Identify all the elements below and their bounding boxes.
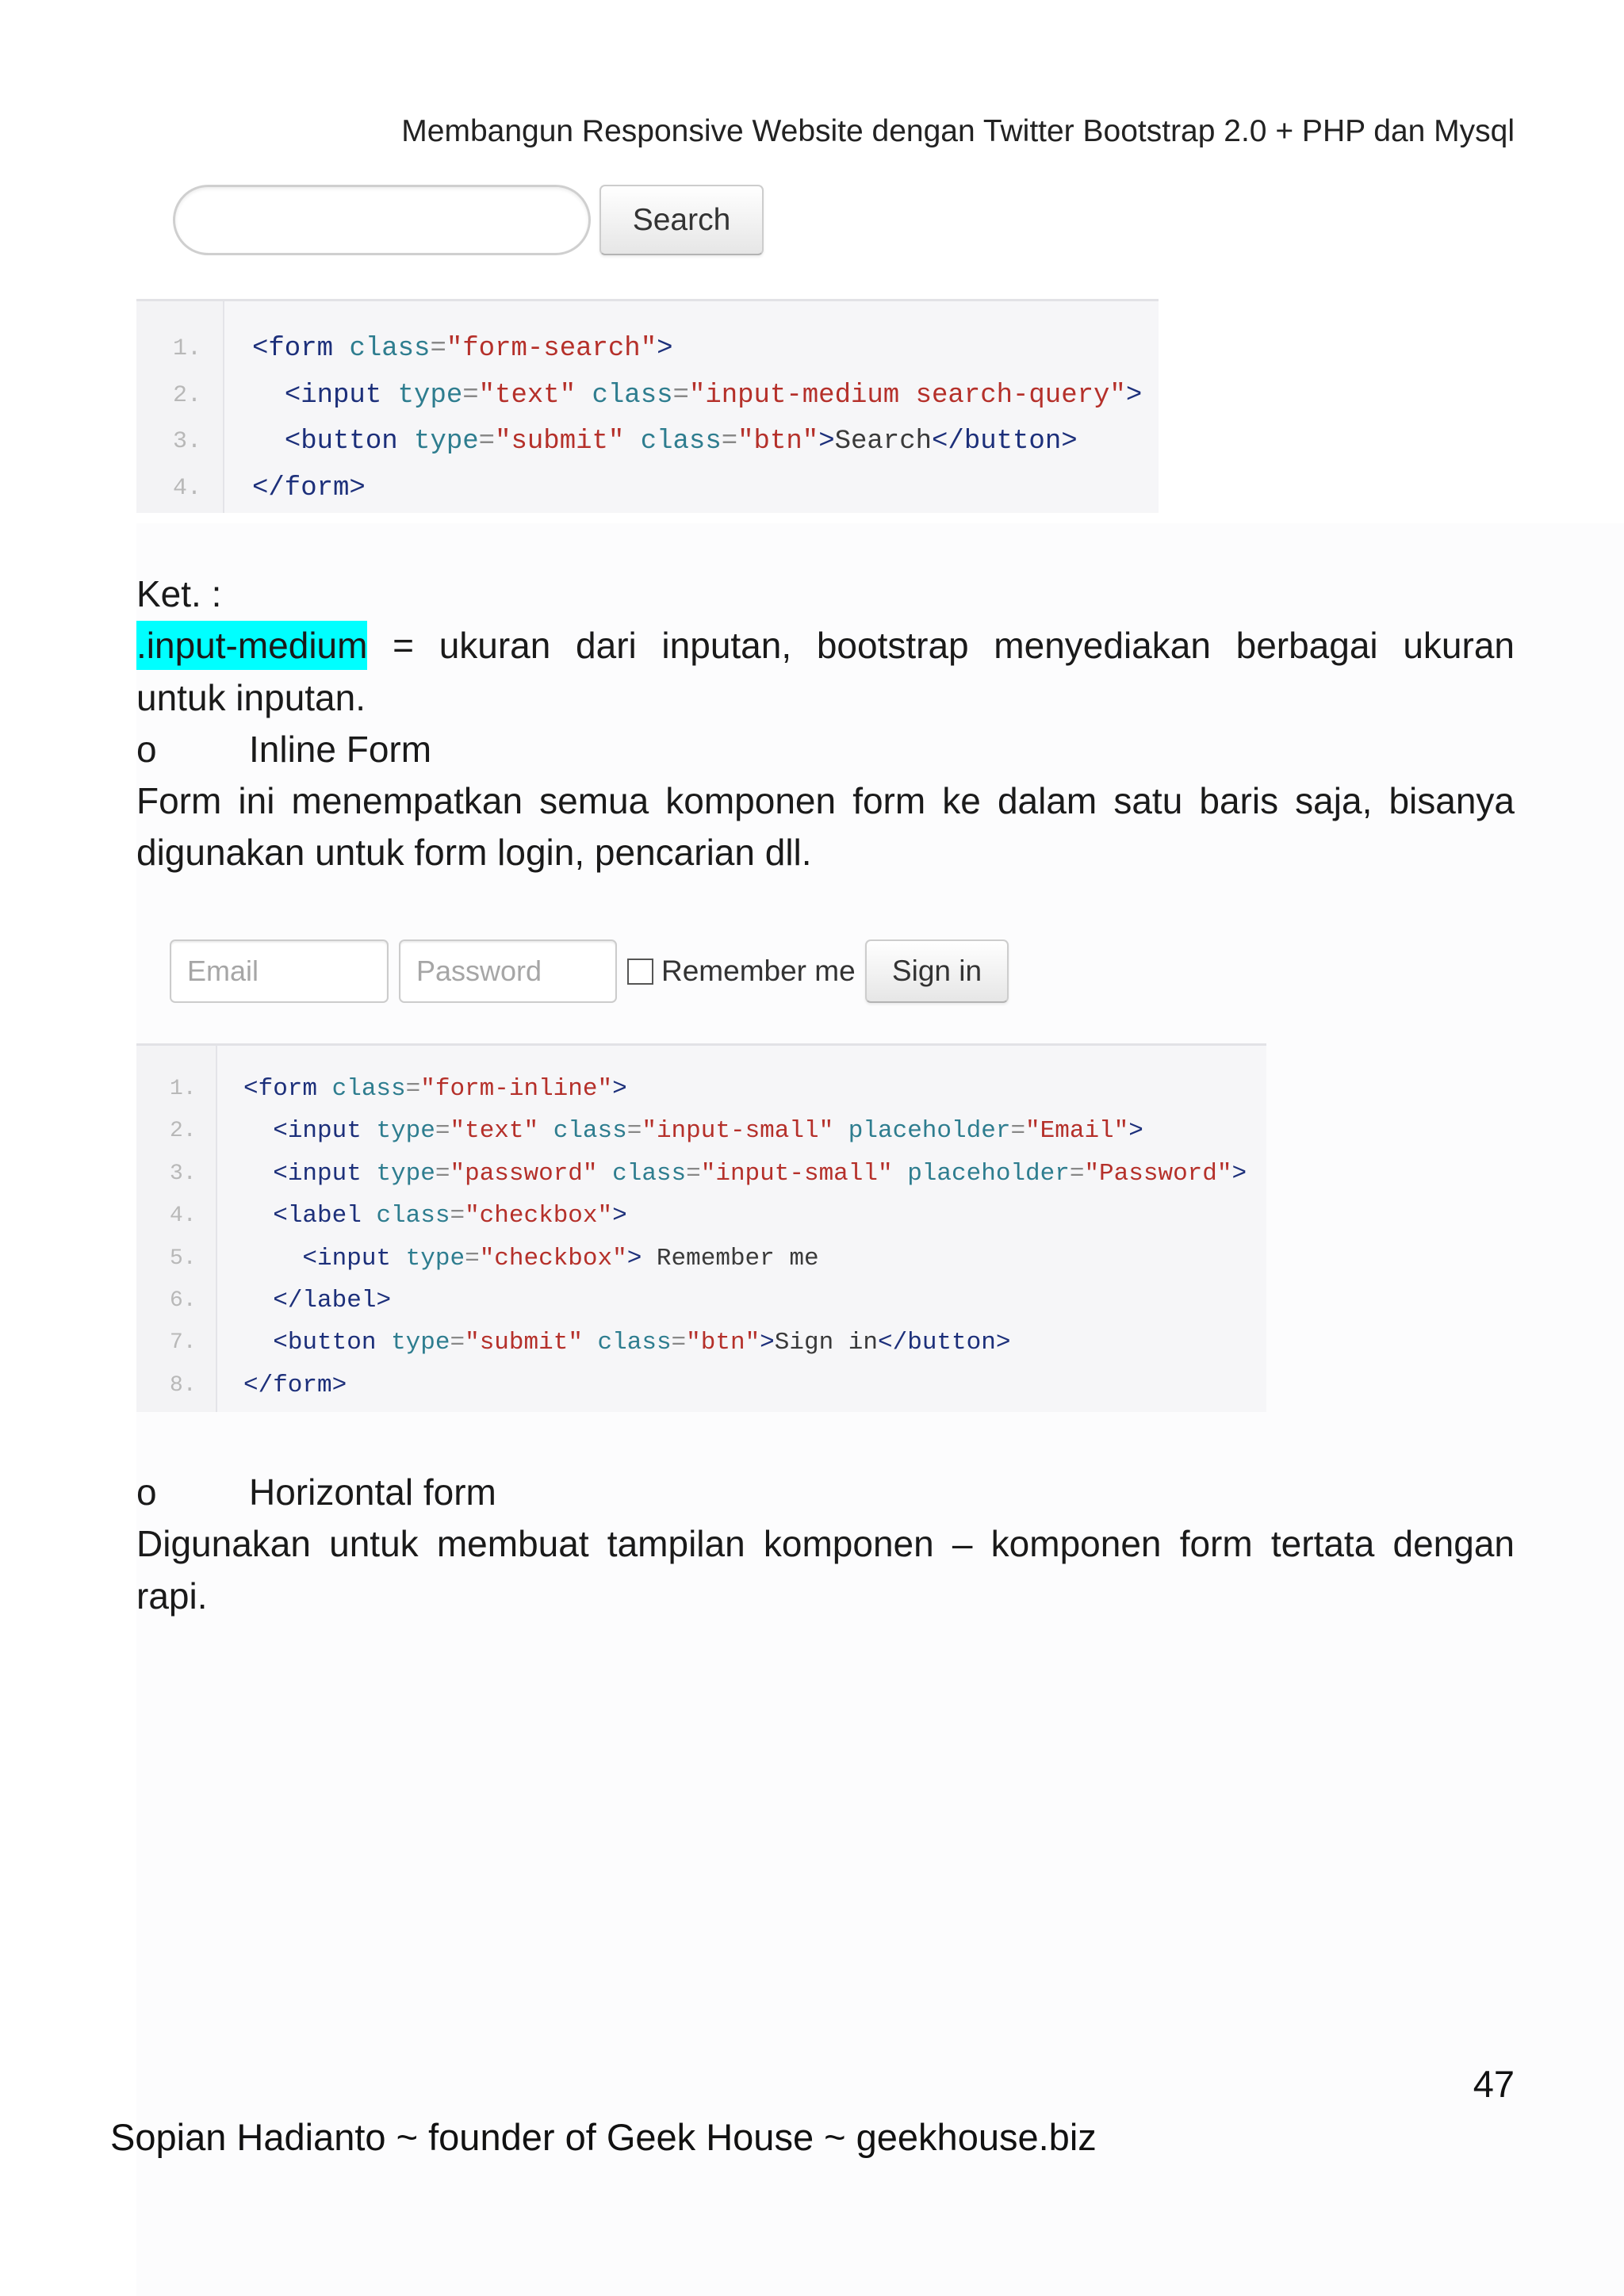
code-token-punct: = [435,1117,450,1146]
code-row [136,1195,1266,1237]
code-row [136,1364,1266,1406]
inline-form-description-line: Form ini menempatkan semua komponen form ke dalam satu baris saja, bisanya [136,780,1515,822]
remember-label[interactable]: Remember me [661,955,856,987]
highlighted-term: .input-medium [136,621,367,670]
code-token-text [624,427,640,457]
code-line [252,326,673,373]
code-token-tag: </button [878,1329,996,1357]
code-token-tag: > [1061,427,1078,457]
code-token-attr: type [414,427,479,457]
code-token-punct: = [1069,1159,1085,1188]
code-token-tag: <form [243,1075,318,1103]
code-row [136,373,1159,419]
code-line [243,1322,1010,1364]
code-line [243,1238,819,1280]
code-token-attr: class [597,1329,672,1357]
code-token-tag: <input [284,380,382,411]
line-number: 6. [170,1288,197,1313]
search-input[interactable] [173,185,591,255]
code-token-attr: class [592,380,673,411]
code-token-punct: = [478,427,496,457]
code-row [136,419,1159,465]
code-token-tag: > [349,473,366,503]
code-token-text [538,1117,553,1145]
code-token-tag: > [612,1202,627,1230]
line-number: 4. [173,474,202,502]
line-number: 1. [173,335,202,362]
code-token-string: "Password" [1084,1159,1232,1188]
code-token-tag: <input [273,1117,362,1146]
search-button[interactable]: Search [599,185,764,255]
code-token-tag: > [612,1075,627,1103]
footer-credit: Sopian Hadianto ~ founder of Geek House ~ geekhouse.biz [110,2116,1097,2158]
code-token-tag: <button [284,427,398,457]
code-token-tag: > [760,1329,775,1357]
code-token-attr: type [376,1117,435,1146]
code-token-tag: > [376,1286,392,1314]
code-line [243,1110,1143,1152]
inline-form-heading [136,724,1515,775]
code-token-tag: <input [273,1159,362,1188]
code-token-attr: type [376,1159,435,1188]
code-token-text [381,381,397,411]
code-token-text [362,1160,377,1188]
code-token-tag: <input [302,1244,392,1272]
notes-section [136,568,1515,879]
remember-checkbox[interactable] [627,959,653,985]
code-token-tag: > [818,427,835,457]
code-line [252,419,1078,465]
code-line [243,1195,627,1237]
line-number: 7. [170,1330,197,1356]
code-token-tag: </form [243,1371,332,1399]
code-token-punct: = [686,1159,701,1188]
code-row [136,1110,1266,1152]
line-number: 5. [170,1246,197,1271]
notes-line-2: untuk inputan. [136,676,366,718]
heading-text: Inline Form [249,728,432,770]
code-token-text [362,1117,377,1145]
code-token-tag: > [995,1329,1011,1357]
code-token-string: "password" [450,1159,598,1188]
bullet-marker: o [136,728,157,770]
horizontal-form-description-line: rapi. [136,1575,208,1617]
code-token-attr: class [331,1075,406,1103]
code-token-text: Sign in [774,1329,879,1357]
code-token-tag: <label [273,1202,362,1230]
code-line [243,1068,627,1110]
code-token-string: "text" [450,1117,539,1146]
code-token-tag: > [1128,1117,1143,1146]
code-token-tag: > [657,334,673,364]
code-token-attr: type [391,1329,450,1357]
code-token-tag: > [331,1371,347,1399]
code-row [136,1280,1266,1322]
code-token-text [362,1202,377,1230]
code-row [136,1322,1266,1364]
code-token-tag: </form [252,473,350,503]
code-token-punct: = [721,427,738,457]
email-field[interactable] [170,939,389,1003]
code-token-punct: = [462,380,479,411]
code-token-tag: </label [273,1286,377,1314]
code-token-tag: </button [932,427,1062,457]
code-token-text [243,1287,273,1314]
code-token-text: Search [834,427,933,457]
code-token-text [893,1160,908,1188]
code-token-tag: <form [252,334,334,364]
code-row [136,465,1159,512]
code-line [243,1364,347,1406]
line-number: 8. [170,1372,197,1398]
line-number: 3. [170,1161,197,1186]
code-token-text [576,381,592,411]
code-token-text [833,1117,848,1145]
code-token-string: "Email" [1025,1117,1129,1146]
code-token-tag: > [1231,1159,1247,1188]
notes-line-1 [136,620,1515,672]
code-token-punct: = [405,1075,421,1103]
horizontal-form-section [136,1467,1515,1622]
code-row [136,1238,1266,1280]
code-token-attr: class [612,1159,687,1188]
code-token-string: "btn" [737,427,819,457]
code-token-text [243,1202,273,1230]
code-lines [136,1068,1266,1406]
code-row [136,1153,1266,1195]
code-token-text [252,381,285,411]
code-token-string: "input-medium search-query" [688,380,1126,411]
line-number: 2. [173,381,202,409]
horizontal-form-description-line: Digunakan untuk membuat tampilan komponen – komponen form tertata dengan [136,1523,1515,1565]
code-token-text [398,427,414,457]
code-token-attr: class [376,1202,450,1230]
horizontal-form-heading [136,1467,1515,1518]
code-token-text [317,1075,332,1103]
code-line [243,1153,1247,1195]
code-token-text [583,1329,598,1357]
code-token-string: "submit" [465,1329,583,1357]
code-token-tag: <button [273,1329,377,1357]
notes-label: Ket. : [136,573,222,614]
code-token-tag: > [1125,380,1143,411]
code-block-form-search [136,299,1159,513]
code-token-text [243,1329,273,1357]
code-token-punct: = [626,1117,642,1146]
code-token-string: "text" [478,380,576,411]
code-token-text [333,334,349,364]
code-token-attr: placeholder [848,1117,1011,1146]
code-token-punct: = [450,1202,465,1230]
code-token-tag: > [626,1244,642,1272]
code-token-text: Remember me [642,1244,819,1272]
inline-form-description-line: digunakan untuk form login, pencarian dll. [136,832,812,874]
code-token-punct: = [435,1159,450,1188]
code-token-attr: class [349,334,431,364]
code-token-punct: = [671,1329,687,1357]
code-token-string: "form-inline" [420,1075,613,1103]
code-token-string: "btn" [686,1329,760,1357]
code-lines [136,326,1159,511]
code-token-punct: = [672,380,689,411]
code-token-text [376,1329,391,1357]
line-number: 4. [170,1203,197,1229]
code-token-text [243,1245,302,1272]
code-token-text [243,1160,273,1188]
code-token-punct: = [450,1329,465,1357]
code-token-attr: type [405,1244,465,1272]
notes-text: = ukuran dari inputan, bootstrap menyediakan berbagai ukuran [367,625,1515,667]
code-token-attr: class [553,1117,627,1146]
code-token-attr: class [640,427,722,457]
line-number: 3. [173,428,202,455]
code-line [252,373,1142,419]
sign-in-button[interactable]: Sign in [865,939,1009,1003]
code-token-text [252,427,285,457]
code-token-string: "form-search" [446,334,657,364]
code-block-form-inline [136,1043,1266,1412]
line-number: 2. [170,1119,197,1144]
code-token-string: "checkbox" [479,1244,627,1272]
page-number: 47 [1473,2063,1515,2105]
code-token-string: "input-small" [642,1117,834,1146]
code-token-text [598,1160,613,1188]
line-number: 1. [170,1077,197,1101]
code-token-punct: = [465,1244,480,1272]
code-line [243,1280,391,1322]
code-token-text [243,1117,273,1145]
password-field[interactable] [399,939,617,1003]
code-token-attr: type [397,380,463,411]
code-row [136,326,1159,373]
heading-text: Horizontal form [249,1471,496,1513]
code-token-string: "submit" [495,427,625,457]
code-line [252,465,366,512]
code-token-string: "input-small" [700,1159,893,1188]
code-token-punct: = [1010,1117,1026,1146]
code-token-attr: placeholder [907,1159,1070,1188]
code-row [136,1068,1266,1110]
bullet-marker: o [136,1471,157,1513]
code-token-text [391,1245,406,1272]
code-token-punct: = [430,334,446,364]
code-token-string: "checkbox" [465,1202,613,1230]
running-header: Membangun Responsive Website dengan Twitter Bootstrap 2.0 + PHP dan Mysql [401,114,1515,148]
